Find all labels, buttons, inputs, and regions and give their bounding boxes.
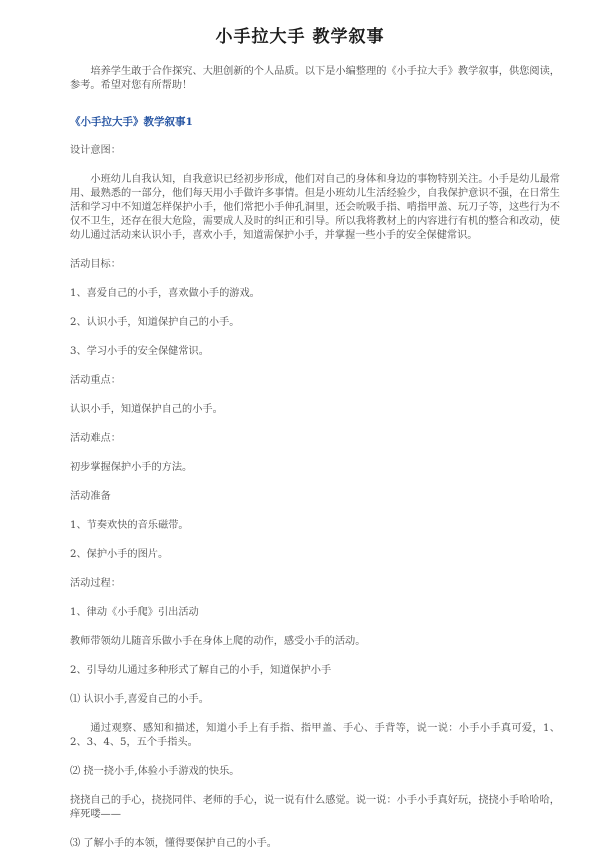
document-title: 小手拉大手 教学叙事 — [215, 27, 385, 47]
substep-2: ⑵ 挠一挠小手,体验小手游戏的快乐。 — [70, 766, 240, 777]
design-paragraph: 小班幼儿自我认知，自我意识已经初步形成，他们对自己的身体和身边的事物特别关注。小手是幼儿最常用、最熟悉的一部分，他们每天用小手做许多事情。但是小班幼儿生活经验少，自我保护意识不强，在日常生活和学习中不知道怎样保护小手，他们常把小手伸孔洞里，还会吮吸手指、啃指甲盖、玩刀子等，这些行为不仅不卫生，还存在很大危险，需要成人及时的纠正和引导。所以我将教材上的内容进行有机的整合和改动，使幼儿通过活动来认识小手，喜欢小手，知道需保护小手，并掌握一些小手的安全保健常识。 — [70, 174, 560, 241]
substep-1: ⑴ 认识小手,喜爱自己的小手。 — [70, 694, 209, 705]
substep-2-paragraph: 挠挠自己的手心，挠挠同伴、老师的手心，说一说有什么感觉。说一说：小手小手真好玩，挠挠小手哈哈哈，痒死喽—— — [70, 795, 560, 820]
process-step-2: 2、引导幼儿通过多种形式了解自己的小手，知道保护小手 — [70, 665, 332, 676]
process-heading: 活动过程： — [70, 578, 121, 589]
prep-item-1: 1、节奏欢快的音乐磁带。 — [70, 520, 189, 531]
section-subtitle: 《小手拉大手》教学叙事1 — [70, 116, 193, 128]
goal-item-1: 1、喜爱自己的小手，喜欢做小手的游戏。 — [70, 288, 260, 299]
difficulty-paragraph: 初步掌握保护小手的方法。 — [70, 462, 193, 473]
prep-heading: 活动准备 — [70, 491, 111, 502]
substep-3: ⑶ 了解小手的本领，懂得要保护自己的小手。 — [70, 838, 277, 849]
prep-item-2: 2、保护小手的图片。 — [70, 549, 169, 560]
process-step-1-paragraph: 教师带领幼儿随音乐做小手在身体上爬的动作，感受小手的活动。 — [70, 636, 366, 647]
key-heading: 活动重点： — [70, 375, 121, 386]
key-paragraph: 认识小手，知道保护自己的小手。 — [70, 404, 223, 415]
goals-heading: 活动目标： — [70, 259, 121, 270]
substep-1-paragraph: 通过观察、感知和描述，知道小手上有手指、指甲盖、手心、手背等，说一说：小手小手真可爱，1、2、3、4、5，五个手指头。 — [70, 723, 560, 748]
design-heading: 设计意图： — [70, 145, 121, 156]
goal-item-2: 2、认识小手，知道保护自己的小手。 — [70, 317, 240, 328]
intro-paragraph: 培养学生敢于合作探究、大胆创新的个人品质。以下是小编整理的《小手拉大手》教学叙事，供您阅读，参考。希望对您有所帮助！ — [70, 66, 560, 91]
process-step-1: 1、律动《小手爬》引出活动 — [70, 607, 199, 618]
goal-item-3: 3、学习小手的安全保健常识。 — [70, 346, 209, 357]
difficulty-heading: 活动难点： — [70, 433, 121, 444]
